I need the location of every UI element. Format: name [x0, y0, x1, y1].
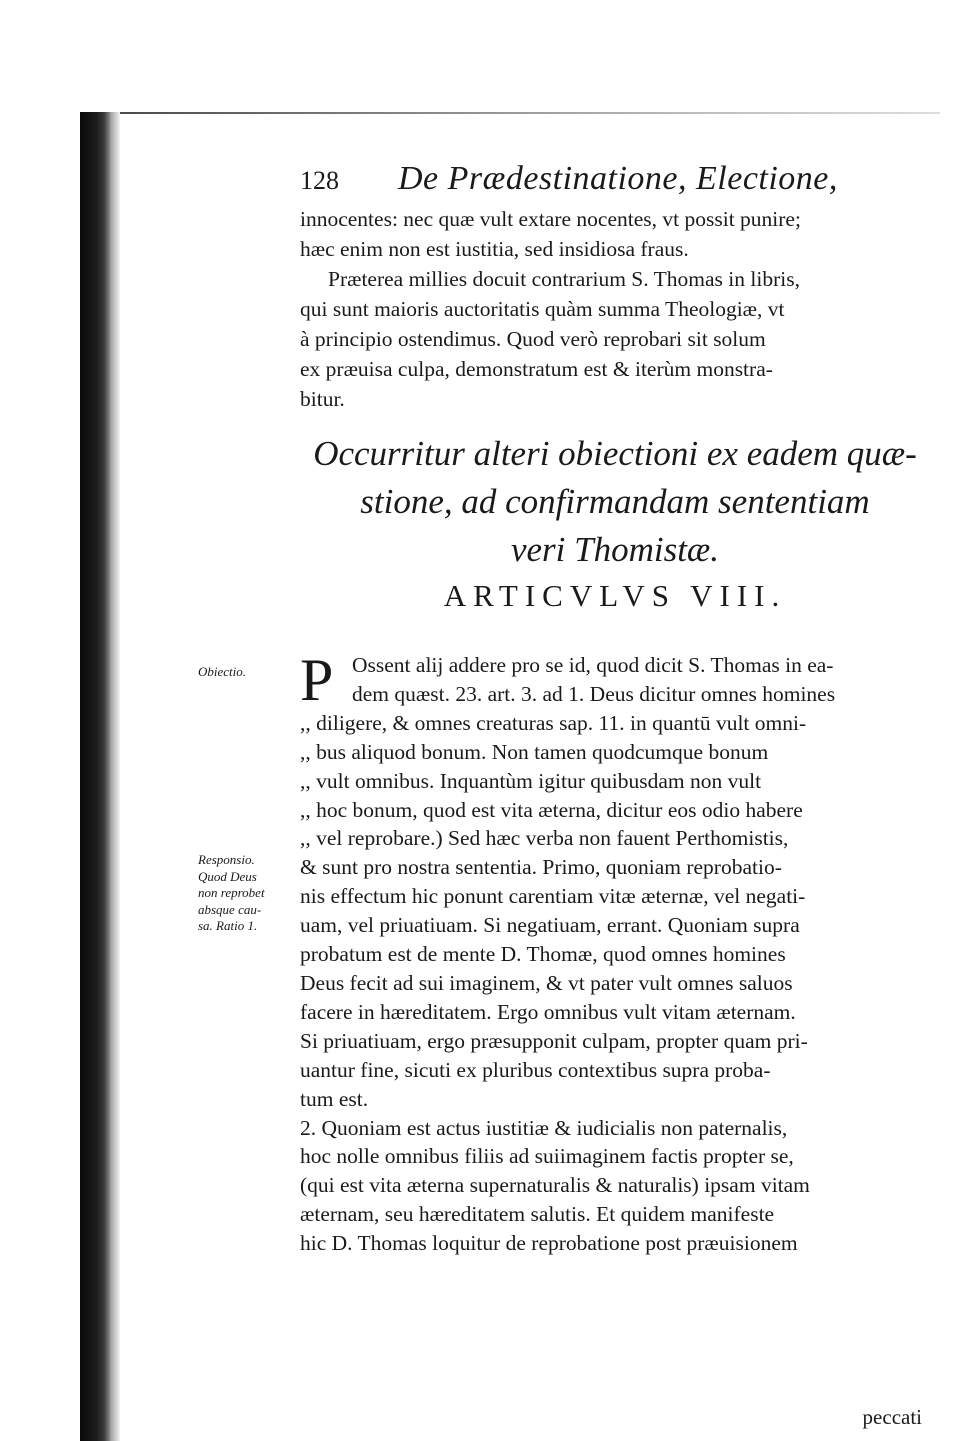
text-line: bitur.: [300, 387, 345, 411]
text-line: qui sunt maioris auctoritatis quàm summa Theologiæ, vt: [300, 297, 785, 321]
drop-cap: P: [300, 647, 334, 713]
margin-line: sa. Ratio 1.: [198, 918, 258, 933]
section-heading: [300, 430, 930, 574]
running-title: De Prædestinatione, Electione,: [398, 160, 838, 197]
text-line: ,, hoc bonum, quod est vita æterna, dicitur eos odio habere: [300, 797, 803, 822]
page-top-edge: [80, 112, 940, 114]
text-line: Deus fecit ad sui imaginem, & vt pater vult omnes saluos: [300, 970, 793, 995]
margin-line: non reprobet: [198, 885, 265, 900]
text-line: Si priuatiuam, ergo præsupponit culpam, propter quam pri-: [300, 1028, 808, 1053]
margin-line: Responsio.: [198, 852, 255, 867]
text-line: à principio ostendimus. Quod verò reprobari sit solum: [300, 327, 766, 351]
text-line: tum est.: [300, 1086, 369, 1111]
text-line: ,, vult omnibus. Inquantùm igitur quibusdam non vult: [300, 768, 762, 793]
article-title: ARTICVLVS VIII.: [443, 578, 787, 613]
text-line: ,, diligere, & omnes creaturas sap. 11. in quantū vult omni-: [300, 710, 807, 735]
text-line: & sunt pro nostra sententia. Primo, quoniam reprobatio-: [300, 855, 782, 880]
text-line: innocentes: nec quæ vult extare nocentes, vt possit punire;: [300, 207, 801, 231]
running-head: [300, 160, 900, 204]
text-line: hæc enim non est iustitia, sed insidiosa fraus.: [300, 237, 689, 261]
heading-line: veri Thomistæ.: [510, 530, 720, 569]
heading-line: stione, ad confirmandam sententiam: [360, 482, 870, 521]
text-line: 2. Quoniam est actus iustitiæ & iudicialis non paternalis,: [300, 1115, 788, 1140]
binding-shadow: [80, 112, 110, 1441]
text-line: (qui est vita æterna supernaturalis & naturalis) ipsam vitam: [300, 1173, 810, 1198]
text-line: hoc nolle omnibus filiis ad suiimaginem factis propter se,: [300, 1144, 794, 1169]
margin-line: absque cau-: [198, 901, 262, 917]
text-line: ,, bus aliquod bonum. Non tamen quodcumque bonum: [300, 739, 769, 764]
text-line: ,, vel reprobare.) Sed hæc verba non fauent Perthomistis,: [300, 826, 789, 851]
text-line: uantur fine, sicuti ex pluribus contextibus supra proba-: [300, 1057, 771, 1082]
catchword: peccati: [862, 1405, 922, 1429]
text-line: facere in hæreditatem. Ergo omnibus vult vitam æternam.: [300, 999, 796, 1024]
text-line: uam, vel priuatiuam. Si negatiuam, errant. Quoniam supra: [300, 913, 800, 938]
margin-line: Quod Deus: [198, 868, 257, 884]
binding-edge: [110, 112, 120, 1441]
margin-note-response: [198, 852, 290, 935]
text-line: ex præuisa culpa, demonstratum est & iterùm monstra-: [300, 357, 773, 381]
text-line: æternam, seu hæreditatem salutis. Et quidem manifeste: [300, 1202, 775, 1227]
heading-line: Occurritur alteri obiectioni ex eadem quæ-: [313, 434, 917, 473]
text-line: hic D. Thomas loquitur de reprobatione post præuisionem: [300, 1231, 798, 1256]
text-line: probatum est de mente D. Thomæ, quod omnes homines: [300, 942, 786, 967]
text-line: Ossent alij addere pro se id, quod dicit S. Thomas in ea-: [352, 653, 834, 677]
page-number: 128: [300, 166, 339, 195]
text-line: Præterea millies docuit contrarium S. Thomas in libris,: [328, 267, 800, 291]
margin-note-objection: Obiectio.: [198, 664, 247, 679]
article-paragraph: [300, 647, 930, 1258]
opening-paragraph: [300, 204, 930, 414]
text-line: nis effectum hic ponunt carentiam vitæ æternæ, vel negati-: [300, 884, 806, 909]
text-line: dem quæst. 23. art. 3. ad 1. Deus dicitur omnes homines: [352, 681, 836, 706]
